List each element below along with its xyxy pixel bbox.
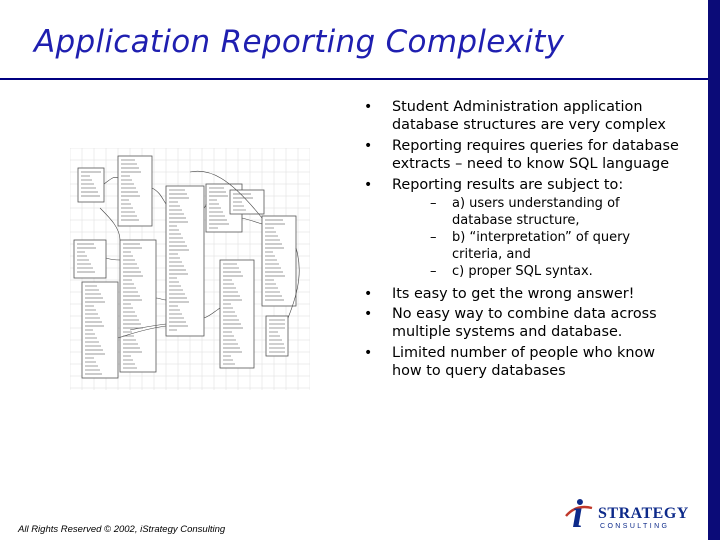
bullet-dot: •	[364, 285, 373, 302]
right-accent-bar	[708, 0, 720, 540]
sub-bullet-item: – a) users understanding of database structure,	[430, 196, 620, 228]
bullet-item: • No easy way to combine data across multiple systems and database.	[364, 305, 657, 341]
bullet-list	[360, 98, 680, 381]
bullet-dot: •	[364, 99, 373, 115]
bullet-dot: •	[364, 176, 373, 193]
logo-letter: i	[572, 491, 584, 536]
sub-bullet-item: – b) “interpretation” of query criteria, and	[430, 230, 631, 262]
bullet-item: • Limited number of people who know how to query databases	[364, 344, 656, 380]
sub-bullet-list	[392, 196, 680, 281]
bullet-dot: •	[364, 344, 373, 361]
sub-bullet-item: – c) proper SQL syntax.	[430, 264, 593, 280]
logo-brand: STRATEGY	[598, 505, 689, 522]
bullet-item: • Student Administration application database structures are very complex	[364, 99, 666, 134]
bullet-item: • Reporting results are subject to: – a) users understanding of database structure, – b) “interpretation” of query criteria, and – c) proper SQL syntax.	[360, 176, 680, 281]
istrategy-logo	[564, 491, 700, 536]
bullet-item: • Reporting requires queries for database extracts – need to know SQL language	[364, 137, 679, 173]
title-underline	[0, 78, 708, 80]
bullet-dot: •	[364, 137, 373, 154]
slide-title: Application Reporting Complexity	[34, 24, 565, 60]
bullet-item: • Its easy to get the wrong answer!	[364, 285, 635, 302]
database-schema-diagram	[70, 148, 310, 390]
logo-tagline: CONSULTING	[600, 523, 670, 530]
bullet-dot: •	[364, 305, 373, 322]
copyright-footer: All Rights Reserved © 2002, iStrategy Consulting	[18, 524, 226, 535]
